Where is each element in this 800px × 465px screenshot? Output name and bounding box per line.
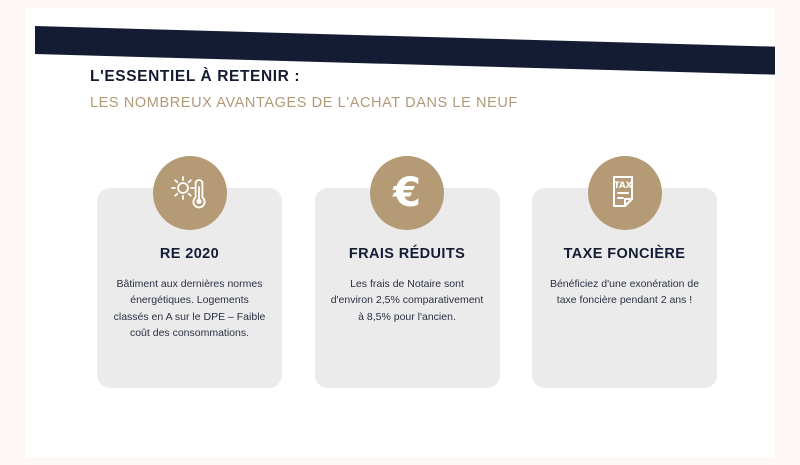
card-taxe-fonciere [532, 156, 717, 388]
card-text: Les frais de Notaire sont d'environ 2,5% comparativement à 8,5% pour l'ancien. [330, 278, 484, 323]
euro-icon [370, 156, 444, 230]
page-title: L'ESSENTIEL À RETENIR : [90, 68, 301, 85]
card-text: Bénéficiez d'une exonération de taxe foncière pendant 2 ans ! [549, 278, 700, 307]
slide [25, 8, 775, 457]
card-title: RE 2020 [159, 246, 220, 262]
page-subtitle: LES NOMBREUX AVANTAGES DE L'ACHAT DANS LE NEUF [90, 95, 518, 111]
cards-row [97, 156, 717, 388]
thermometer-sun-icon [153, 156, 227, 230]
card-title: TAXE FONCIÈRE [563, 246, 686, 262]
card-re2020 [97, 156, 282, 388]
euro-glyph: € [393, 170, 421, 216]
tax-document-icon [588, 156, 662, 230]
card-frais-reduits [315, 156, 500, 388]
heading-block [90, 68, 730, 111]
card-title: FRAIS RÉDUITS [348, 246, 466, 262]
svg-text:TAX: TAX [613, 181, 632, 191]
card-text: Bâtiment aux dernières normes énergétiques. Logements classés en A sur le DPE – Faible coût des consommations. [113, 278, 266, 339]
